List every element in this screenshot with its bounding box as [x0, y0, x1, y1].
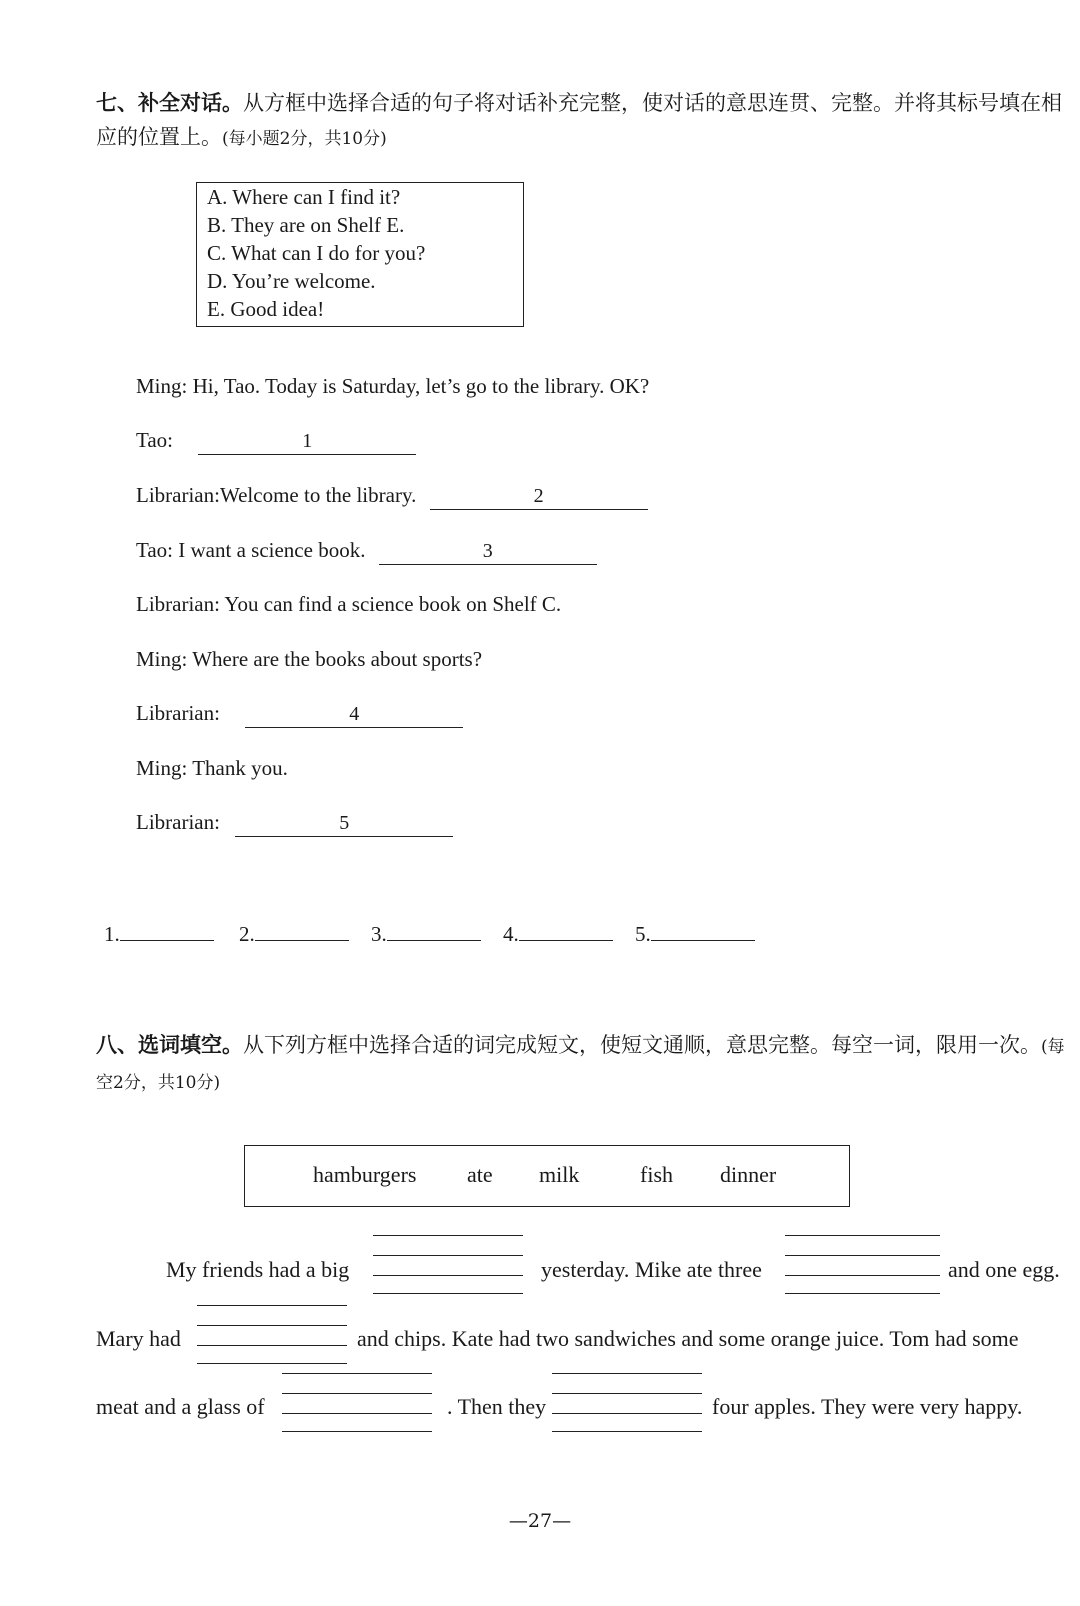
answer-label: 5. — [635, 922, 651, 946]
section7-heading-text: 从方框中选择合适的句子将对话补充完整，使对话的意思连贯、完整。并将其标号填在相应的位置上。 — [96, 91, 1062, 149]
dialogue-line-7 — [136, 701, 463, 728]
passage-text: My friends had a big — [166, 1257, 350, 1282]
dialogue-text: Ming: Where are the books about sports? — [136, 647, 483, 671]
dialogue-line-6 — [136, 647, 482, 672]
section8-heading — [96, 1028, 1070, 1100]
option-c: C. What can I do for you? — [207, 241, 426, 265]
dialogue-line-2 — [136, 428, 416, 455]
fill-blank-5[interactable] — [552, 1373, 702, 1433]
answer-blank-2[interactable]: 2 — [430, 485, 648, 510]
word-option: milk — [539, 1162, 580, 1187]
word-box — [244, 1145, 850, 1207]
answer-blank-4[interactable]: 4 — [245, 703, 463, 728]
page-number: —27— — [508, 1510, 572, 1532]
answer-label: 4. — [503, 922, 519, 946]
dialogue-text: Ming: Thank you. — [136, 756, 288, 780]
word-option: fish — [640, 1162, 673, 1187]
fill-blank-4[interactable] — [282, 1373, 432, 1433]
dialogue-line-3 — [136, 483, 648, 510]
fill-blank-1[interactable] — [373, 1235, 523, 1295]
option-a: A. Where can I find it? — [207, 185, 401, 209]
section7-heading-title: 七、补全对话。 — [96, 90, 243, 115]
word-option: hamburgers — [313, 1162, 417, 1187]
answer-slot-1[interactable] — [104, 918, 214, 947]
answer-blank-5[interactable]: 5 — [235, 812, 453, 837]
dialogue-text: Librarian: — [136, 701, 220, 725]
passage-text: and chips. Kate had two sandwiches and some orange juice. Tom had some — [357, 1326, 1019, 1351]
section8-heading-text: 从下列方框中选择合适的词完成短文，使短文通顺，意思完整。每空一词，限用一次。 — [243, 1033, 1041, 1057]
answer-slot-3[interactable] — [371, 918, 481, 947]
fill-blank-3[interactable] — [197, 1305, 347, 1365]
passage-text: and one egg. — [948, 1257, 1060, 1282]
dialogue-text: Librarian:Welcome to the library. — [136, 483, 417, 507]
answer-label: 3. — [371, 922, 387, 946]
dialogue-text: Librarian: You can find a science book on Shelf C. — [136, 592, 562, 616]
passage-text: yesterday. Mike ate three — [541, 1257, 762, 1282]
option-b: B. They are on Shelf E. — [207, 213, 405, 237]
dialogue-text: Tao: — [136, 428, 174, 452]
answer-blank-3[interactable]: 3 — [379, 540, 597, 565]
dialogue-text: Librarian: — [136, 810, 220, 834]
dialogue-line-5 — [136, 592, 561, 617]
fill-blank-2[interactable] — [785, 1235, 940, 1295]
section7-heading-score: (每小题2分，共10分) — [222, 129, 387, 149]
word-option: ate — [467, 1162, 493, 1187]
passage-text: . Then they — [447, 1394, 547, 1419]
dialogue-text: Ming: Hi, Tao. Today is Saturday, let’s go to the library. OK? — [136, 374, 650, 398]
dialogue-line-9 — [136, 810, 453, 837]
word-option: dinner — [720, 1162, 777, 1187]
dialogue-line-8 — [136, 756, 288, 781]
passage-text: Mary had — [96, 1326, 181, 1351]
dialogue-line-4 — [136, 538, 597, 565]
answer-label: 2. — [239, 922, 255, 946]
option-e: E. Good idea! — [207, 297, 325, 321]
passage-text: meat and a glass of — [96, 1394, 265, 1419]
section8-heading-title: 八、选词填空。 — [96, 1032, 243, 1057]
answer-slot-5[interactable] — [635, 918, 755, 947]
section8-heading-score: (每空2分，共10分) — [96, 1037, 1065, 1093]
answer-label: 1. — [104, 922, 120, 946]
answer-slot-2[interactable] — [239, 918, 349, 947]
section7-heading — [96, 86, 1070, 156]
dialogue-line-1 — [136, 374, 649, 399]
dialogue-text: Tao: I want a science book. — [136, 538, 366, 562]
answer-slot-4[interactable] — [503, 918, 613, 947]
options-box — [196, 182, 524, 327]
option-d: D. You’re welcome. — [207, 269, 376, 293]
passage-text: four apples. They were very happy. — [712, 1394, 1023, 1419]
answer-blank-1[interactable]: 1 — [198, 430, 416, 455]
